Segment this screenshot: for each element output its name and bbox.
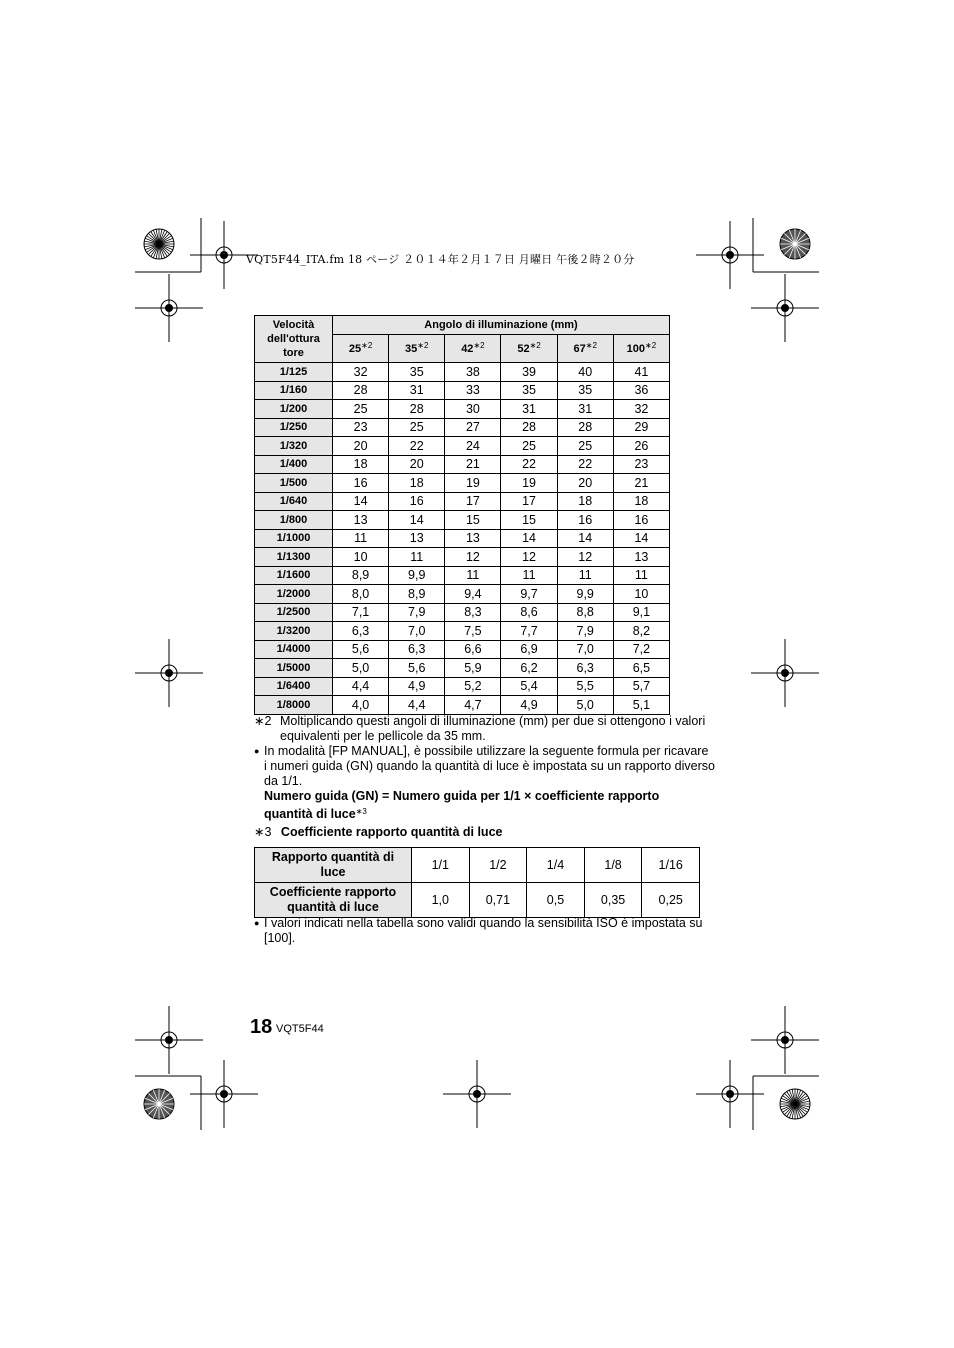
- guide-number-cell: 10: [613, 585, 669, 604]
- guide-number-cell: 35: [389, 363, 445, 382]
- guide-number-cell: 13: [333, 511, 389, 530]
- table-row: [255, 455, 670, 474]
- shutter-speed-cell: 1/800: [255, 511, 333, 530]
- guide-number-cell: 9,4: [445, 585, 501, 604]
- ratio-cell: 1/2: [469, 848, 527, 883]
- shutter-speed-cell: 1/400: [255, 455, 333, 474]
- shutter-speed-header: Velocità dell'ottura tore: [255, 316, 333, 363]
- guide-number-cell: 32: [613, 400, 669, 419]
- shutter-speed-cell: 1/2500: [255, 603, 333, 622]
- guide-number-cell: 7,1: [333, 603, 389, 622]
- guide-number-cell: 7,5: [445, 622, 501, 641]
- ratio-cell: 1/1: [412, 848, 470, 883]
- guide-number-cell: 12: [501, 548, 557, 567]
- bullet-text: In modalità [FP MANUAL], è possibile utilizzare la seguente formula per ricavare i numeri guida (GN) quando la quantità di luce è impostata su un rapporto diverso da 1/1. Numero guida (GN) = Numero guida per 1/1 × coefficiente rapporto quantità di luce$^{∗3}$: [264, 744, 724, 822]
- bullet-icon: ●: [254, 746, 260, 756]
- shutter-speed-cell: 1/1600: [255, 566, 333, 585]
- file-header: VQT5F44_ITA.fm 18 ページ ２０１４年２月１７日 月曜日 午後２時２０分: [246, 253, 635, 266]
- guide-number-cell: 4,9: [389, 677, 445, 696]
- guide-number-cell: 8,3: [445, 603, 501, 622]
- guide-number-cell: 14: [613, 529, 669, 548]
- guide-number-cell: 5,9: [445, 659, 501, 678]
- table-row: [255, 677, 670, 696]
- table-row: [255, 640, 670, 659]
- table-row: [255, 603, 670, 622]
- table-row: [255, 548, 670, 567]
- table-row: [255, 622, 670, 641]
- angle-header-cell: $52^{∗2}$: [501, 334, 557, 362]
- guide-number-cell: 5,5: [557, 677, 613, 696]
- guide-number-cell: 24: [445, 437, 501, 456]
- coefficient-cell: 0,35: [584, 883, 642, 918]
- guide-number-cell: 7,0: [557, 640, 613, 659]
- guide-number-cell: 13: [445, 529, 501, 548]
- shutter-speed-cell: 1/6400: [255, 677, 333, 696]
- guide-number-cell: 18: [613, 492, 669, 511]
- angle-header-cell: $100^{∗2}$: [613, 334, 669, 362]
- guide-number-cell: 31: [389, 381, 445, 400]
- table-row: [255, 585, 670, 604]
- guide-number-cell: 31: [557, 400, 613, 419]
- shutter-speed-cell: 1/1300: [255, 548, 333, 567]
- guide-number-cell: 25: [389, 418, 445, 437]
- guide-number-cell: 28: [557, 418, 613, 437]
- guide-number-cell: 32: [333, 363, 389, 382]
- shutter-speed-cell: 1/2000: [255, 585, 333, 604]
- guide-number-cell: 28: [501, 418, 557, 437]
- guide-number-cell: 8,9: [333, 566, 389, 585]
- table-row: [255, 492, 670, 511]
- guide-number-cell: 4,4: [333, 677, 389, 696]
- page-number: 18: [250, 1016, 273, 1038]
- shutter-speed-cell: 1/1000: [255, 529, 333, 548]
- guide-number-cell: 4,9: [501, 696, 557, 715]
- ratio-row: [255, 848, 700, 883]
- guide-number-cell: 16: [557, 511, 613, 530]
- guide-number-cell: 28: [389, 400, 445, 419]
- bullet-text: I valori indicati nella tabella sono validi quando la sensibilità ISO è impostata su [100].: [264, 916, 703, 945]
- table-row: [255, 529, 670, 548]
- guide-number-cell: 16: [613, 511, 669, 530]
- guide-number-cell: 10: [333, 548, 389, 567]
- guide-number-cell: 14: [557, 529, 613, 548]
- guide-number-cell: 17: [445, 492, 501, 511]
- table-row: [255, 418, 670, 437]
- guide-number-cell: 8,2: [613, 622, 669, 641]
- illumination-angle-header: Angolo di illuminazione (mm): [333, 316, 670, 335]
- guide-number-table: [254, 315, 670, 715]
- guide-number-cell: 9,7: [501, 585, 557, 604]
- table-row: [255, 659, 670, 678]
- guide-number-cell: 18: [333, 455, 389, 474]
- guide-number-cell: 22: [389, 437, 445, 456]
- ratio-row-header: Rapporto quantità di luce: [255, 848, 412, 883]
- table-row: [255, 474, 670, 493]
- bullet-icon: ●: [254, 918, 260, 928]
- guide-number-cell: 14: [389, 511, 445, 530]
- table-row: [255, 696, 670, 715]
- shutter-speed-cell: 1/500: [255, 474, 333, 493]
- guide-number-cell: 15: [501, 511, 557, 530]
- guide-number-cell: 16: [389, 492, 445, 511]
- guide-number-cell: 5,4: [501, 677, 557, 696]
- guide-number-cell: 36: [613, 381, 669, 400]
- guide-number-cell: 21: [613, 474, 669, 493]
- ratio-cell: 1/16: [642, 848, 700, 883]
- coefficient-cell: 0,25: [642, 883, 700, 918]
- footnote-mark: ∗2: [254, 714, 272, 728]
- guide-number-cell: 8,6: [501, 603, 557, 622]
- shutter-speed-cell: 1/4000: [255, 640, 333, 659]
- guide-number-cell: 38: [445, 363, 501, 382]
- table-row: [255, 381, 670, 400]
- shutter-speed-cell: 1/250: [255, 418, 333, 437]
- bullet-iso: [254, 916, 724, 946]
- guide-number-cell: 13: [389, 529, 445, 548]
- guide-number-cell: 16: [333, 474, 389, 493]
- guide-number-cell: 11: [557, 566, 613, 585]
- guide-number-cell: 9,9: [557, 585, 613, 604]
- guide-number-cell: 6,3: [557, 659, 613, 678]
- ratio-cell: 1/4: [527, 848, 585, 883]
- guide-number-cell: 6,9: [501, 640, 557, 659]
- guide-number-cell: 22: [557, 455, 613, 474]
- guide-number-cell: 11: [613, 566, 669, 585]
- shutter-speed-cell: 1/3200: [255, 622, 333, 641]
- guide-number-cell: 7,9: [389, 603, 445, 622]
- coefficient-table: [254, 847, 700, 918]
- coefficient-cell: 0,5: [527, 883, 585, 918]
- bullet-fp-manual: [254, 744, 724, 822]
- ratio-cell: 1/8: [584, 848, 642, 883]
- guide-number-cell: 6,6: [445, 640, 501, 659]
- guide-number-cell: 25: [557, 437, 613, 456]
- shutter-speed-cell: 1/200: [255, 400, 333, 419]
- guide-number-cell: 11: [389, 548, 445, 567]
- footnote-3-title: Coefficiente rapporto quantità di luce: [280, 825, 503, 839]
- guide-number-cell: 41: [613, 363, 669, 382]
- table-row: [255, 400, 670, 419]
- guide-number-cell: 15: [445, 511, 501, 530]
- coefficient-row-header: Coefficiente rapporto quantità di luce: [255, 883, 412, 918]
- formula-line2: quantità di luce$^{∗3}$: [264, 807, 367, 821]
- shutter-speed-cell: 1/160: [255, 381, 333, 400]
- guide-number-cell: 19: [501, 474, 557, 493]
- shutter-speed-cell: 1/5000: [255, 659, 333, 678]
- guide-number-cell: 7,7: [501, 622, 557, 641]
- guide-number-cell: 31: [501, 400, 557, 419]
- guide-number-cell: 28: [333, 381, 389, 400]
- guide-number-cell: 23: [613, 455, 669, 474]
- angle-header-cell: $42^{∗2}$: [445, 334, 501, 362]
- angle-header-cell: $67^{∗2}$: [557, 334, 613, 362]
- guide-number-cell: 12: [445, 548, 501, 567]
- shutter-speed-cell: 1/8000: [255, 696, 333, 715]
- guide-number-cell: 5,0: [333, 659, 389, 678]
- guide-number-cell: 13: [613, 548, 669, 567]
- guide-number-cell: 33: [445, 381, 501, 400]
- coefficient-cell: 1,0: [412, 883, 470, 918]
- guide-number-cell: 30: [445, 400, 501, 419]
- guide-number-cell: 8,9: [389, 585, 445, 604]
- guide-number-cell: 6,5: [613, 659, 669, 678]
- guide-number-cell: 4,7: [445, 696, 501, 715]
- guide-number-cell: 20: [557, 474, 613, 493]
- guide-number-cell: 6,2: [501, 659, 557, 678]
- document-code: VQT5F44: [276, 1023, 324, 1035]
- guide-number-cell: 11: [501, 566, 557, 585]
- footnote-3: [254, 825, 724, 840]
- guide-number-cell: 35: [557, 381, 613, 400]
- guide-number-cell: 23: [333, 418, 389, 437]
- guide-number-cell: 6,3: [333, 622, 389, 641]
- guide-number-cell: 40: [557, 363, 613, 382]
- guide-number-cell: 7,0: [389, 622, 445, 641]
- guide-number-cell: 9,1: [613, 603, 669, 622]
- shutter-speed-cell: 1/320: [255, 437, 333, 456]
- guide-number-cell: 5,1: [613, 696, 669, 715]
- guide-number-cell: 22: [501, 455, 557, 474]
- guide-number-cell: 4,4: [389, 696, 445, 715]
- guide-number-cell: 5,2: [445, 677, 501, 696]
- guide-number-cell: 11: [333, 529, 389, 548]
- guide-number-cell: 19: [445, 474, 501, 493]
- guide-number-body: [255, 363, 670, 715]
- coefficient-cell: 0,71: [469, 883, 527, 918]
- guide-number-cell: 8,0: [333, 585, 389, 604]
- guide-number-cell: 20: [333, 437, 389, 456]
- guide-number-cell: 5,0: [557, 696, 613, 715]
- guide-number-cell: 18: [557, 492, 613, 511]
- guide-number-cell: 27: [445, 418, 501, 437]
- guide-number-cell: 5,6: [333, 640, 389, 659]
- guide-number-cell: 20: [389, 455, 445, 474]
- guide-number-cell: 8,8: [557, 603, 613, 622]
- footnote-mark: ∗3: [254, 825, 272, 839]
- coefficient-row: [255, 883, 700, 918]
- footnote-text: Moltiplicando questi angoli di illuminazione (mm) per due si ottengono i valori equivalenti per le pellicole da 35 mm.: [280, 714, 706, 743]
- angle-header-cell: $25^{∗2}$: [333, 334, 389, 362]
- guide-number-cell: 26: [613, 437, 669, 456]
- guide-number-cell: 17: [501, 492, 557, 511]
- guide-number-cell: 35: [501, 381, 557, 400]
- guide-number-cell: 4,0: [333, 696, 389, 715]
- guide-number-cell: 21: [445, 455, 501, 474]
- guide-number-cell: 12: [557, 548, 613, 567]
- footnote-2: [254, 714, 724, 744]
- shutter-speed-cell: 1/125: [255, 363, 333, 382]
- guide-number-cell: 9,9: [389, 566, 445, 585]
- angle-header-cell: $35^{∗2}$: [389, 334, 445, 362]
- table-row: [255, 363, 670, 382]
- guide-number-cell: 14: [333, 492, 389, 511]
- guide-number-cell: 25: [501, 437, 557, 456]
- guide-number-cell: 7,9: [557, 622, 613, 641]
- guide-number-cell: 29: [613, 418, 669, 437]
- guide-number-cell: 5,7: [613, 677, 669, 696]
- guide-number-cell: 7,2: [613, 640, 669, 659]
- guide-number-cell: 25: [333, 400, 389, 419]
- table-row: [255, 511, 670, 530]
- table-row: [255, 437, 670, 456]
- formula-line1: Numero guida (GN) = Numero guida per 1/1 × coefficiente rapporto: [264, 789, 660, 803]
- guide-number-cell: 18: [389, 474, 445, 493]
- guide-number-cell: 5,6: [389, 659, 445, 678]
- guide-number-cell: 6,3: [389, 640, 445, 659]
- guide-number-cell: 11: [445, 566, 501, 585]
- table-row: [255, 566, 670, 585]
- guide-number-cell: 14: [501, 529, 557, 548]
- guide-number-cell: 39: [501, 363, 557, 382]
- shutter-speed-cell: 1/640: [255, 492, 333, 511]
